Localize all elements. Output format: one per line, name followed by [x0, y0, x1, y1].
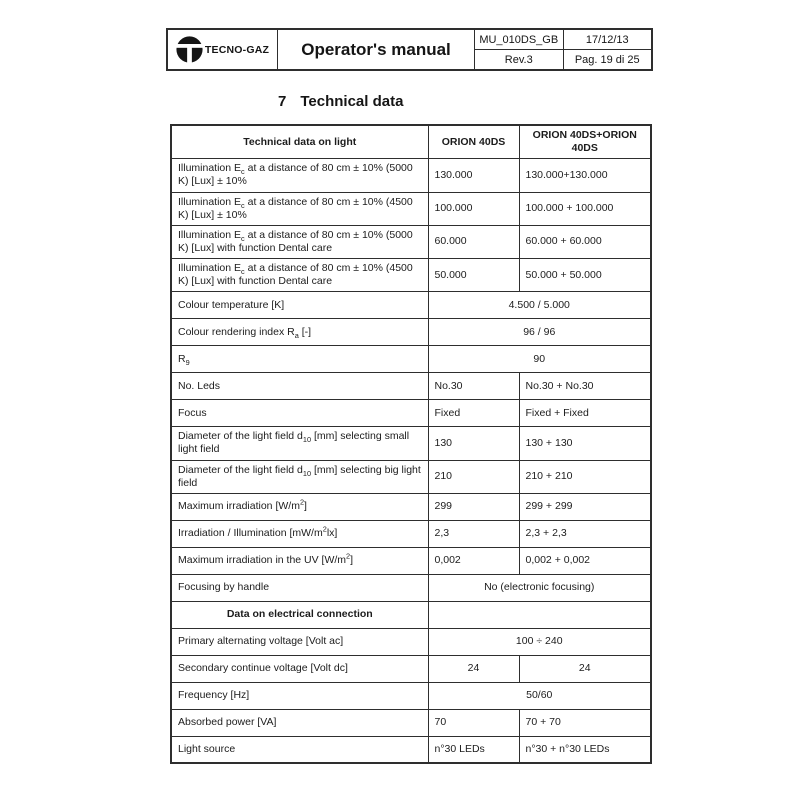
- value-orion-40ds: 0,002: [428, 547, 519, 574]
- manual-title-cell: [278, 30, 475, 69]
- value-orion-40ds-plus-orion-40ds: 299 + 299: [519, 493, 651, 520]
- table-row: [171, 292, 651, 319]
- value-orion-40ds: 2,3: [428, 520, 519, 547]
- table-row: [171, 400, 651, 427]
- value-orion-40ds: No.30: [428, 373, 519, 400]
- row-label: Light source: [171, 736, 428, 763]
- table-row: [171, 493, 651, 520]
- row-label: $R_9$: [171, 346, 428, 373]
- doc-date: 17/12/13: [563, 30, 652, 49]
- row-label: Focus: [171, 400, 428, 427]
- merged-value: 90: [428, 346, 651, 373]
- row-label: Absorbed power [VA]: [171, 709, 428, 736]
- value-orion-40ds: 130.000: [428, 159, 519, 192]
- column-header: ORION 40DS: [428, 125, 519, 159]
- value-orion-40ds: 130: [428, 427, 519, 460]
- table-row: [171, 225, 651, 258]
- merged-value: 96 / 96: [428, 319, 651, 346]
- table-row: [171, 709, 651, 736]
- header-meta-row-bottom: [475, 49, 651, 69]
- row-label: Maximum irradiation $[W/m^2]$: [171, 493, 428, 520]
- doc-revision: Rev.3: [504, 53, 533, 66]
- merged-value: 4.500 / 5.000: [428, 292, 651, 319]
- value-orion-40ds-plus-orion-40ds: 70 + 70: [519, 709, 651, 736]
- header-meta-grid: [475, 30, 651, 69]
- table-row: [171, 319, 651, 346]
- value-orion-40ds: 60.000: [428, 225, 519, 258]
- value-orion-40ds-plus-orion-40ds: n°30 + n°30 LEDs: [519, 736, 651, 763]
- merged-value: 100 ÷ 240: [428, 628, 651, 655]
- value-orion-40ds-plus-orion-40ds: 50.000 + 50.000: [519, 259, 651, 292]
- value-orion-40ds: n°30 LEDs: [428, 736, 519, 763]
- value-orion-40ds-plus-orion-40ds: 60.000 + 60.000: [519, 225, 651, 258]
- value-orion-40ds-plus-orion-40ds: 130 + 130: [519, 427, 651, 460]
- row-label: Maximum irradiation in the UV $[W/m^2]$: [171, 547, 428, 574]
- row-label: Illumination $E_c$ at a distance of 80 cm ± 10% (4500 K) [Lux] ± 10%: [171, 192, 428, 225]
- value-orion-40ds-plus-orion-40ds: 0,002 + 0,002: [519, 547, 651, 574]
- table-row: [171, 259, 651, 292]
- row-label: Data on electrical connection: [171, 601, 428, 628]
- logo-cell: [168, 30, 278, 69]
- value-orion-40ds: 50.000: [428, 259, 519, 292]
- merged-value: No (electronic focusing): [428, 574, 651, 601]
- row-label: Illumination $E_c$ at a distance of 80 cm ± 10% (4500 K) [Lux] with function Dental care: [171, 259, 428, 292]
- table-row: [171, 460, 651, 493]
- row-label: Illumination $E_c$ at a distance of 80 cm ± 10% (5000 K) [Lux] with function Dental care: [171, 225, 428, 258]
- table-row: [171, 682, 651, 709]
- table-row: [171, 427, 651, 460]
- row-label: Focusing by handle: [171, 574, 428, 601]
- row-label: Illumination $E_c$ at a distance of 80 cm ± 10% (5000 K) [Lux] ± 10%: [171, 159, 428, 192]
- manual-header: [166, 28, 653, 71]
- logo-text: TECNO-GAZ: [204, 43, 270, 56]
- section-heading: [278, 93, 403, 110]
- row-label: Primary alternating voltage [Volt ac]: [171, 628, 428, 655]
- table-row: [171, 574, 651, 601]
- tecno-gaz-logo-icon: [176, 36, 203, 63]
- value-orion-40ds: Fixed: [428, 400, 519, 427]
- value-orion-40ds-plus-orion-40ds: 2,3 + 2,3: [519, 520, 651, 547]
- value-orion-40ds-plus-orion-40ds: 100.000 + 100.000: [519, 192, 651, 225]
- doc-code: MU_010DS_GB: [479, 33, 559, 46]
- value-orion-40ds: 24: [428, 655, 519, 682]
- table-row: [171, 736, 651, 763]
- column-header: Technical data on light: [171, 125, 428, 159]
- table-body: [171, 159, 651, 764]
- row-label: Colour rendering index $R_a$ [-]: [171, 319, 428, 346]
- value-orion-40ds-plus-orion-40ds: 24: [519, 655, 651, 682]
- row-label: Frequency [Hz]: [171, 682, 428, 709]
- table-row: [171, 373, 651, 400]
- table-row: [171, 520, 651, 547]
- row-label: Colour temperature [K]: [171, 292, 428, 319]
- column-header: ORION 40DS+ORION 40DS: [519, 125, 651, 159]
- table-row: [171, 547, 651, 574]
- value-orion-40ds: 100.000: [428, 192, 519, 225]
- table-row: [171, 655, 651, 682]
- row-label: Irradiation / Illumination $[mW/m^2lx]$: [171, 520, 428, 547]
- table-header-row: [171, 125, 651, 159]
- row-label: Diameter of the light field $d_{10}$ [mm] selecting big light field: [171, 460, 428, 493]
- table-row: [171, 159, 651, 192]
- page-number: Pag. 19 di 25: [563, 50, 652, 69]
- table-head: [171, 125, 651, 159]
- value-orion-40ds: 210: [428, 460, 519, 493]
- table-row: [171, 601, 651, 628]
- value-orion-40ds: 70: [428, 709, 519, 736]
- value-orion-40ds-plus-orion-40ds: No.30 + No.30: [519, 373, 651, 400]
- merged-value: [428, 601, 651, 628]
- row-label: Secondary continue voltage [Volt dc]: [171, 655, 428, 682]
- technical-data-table: [170, 124, 652, 764]
- row-label: No. Leds: [171, 373, 428, 400]
- header-meta-row-top: [475, 30, 651, 49]
- merged-value: 50/60: [428, 682, 651, 709]
- table-row: [171, 628, 651, 655]
- value-orion-40ds: 299: [428, 493, 519, 520]
- section-title: Technical data: [300, 93, 404, 110]
- value-orion-40ds-plus-orion-40ds: Fixed + Fixed: [519, 400, 651, 427]
- value-orion-40ds-plus-orion-40ds: 130.000+130.000: [519, 159, 651, 192]
- row-label: Diameter of the light field $d_{10}$ [mm] selecting small light field: [171, 427, 428, 460]
- manual-title: Operator's manual: [301, 39, 451, 59]
- value-orion-40ds-plus-orion-40ds: 210 + 210: [519, 460, 651, 493]
- table-row: [171, 192, 651, 225]
- section-number: 7: [278, 93, 287, 110]
- table-row: [171, 346, 651, 373]
